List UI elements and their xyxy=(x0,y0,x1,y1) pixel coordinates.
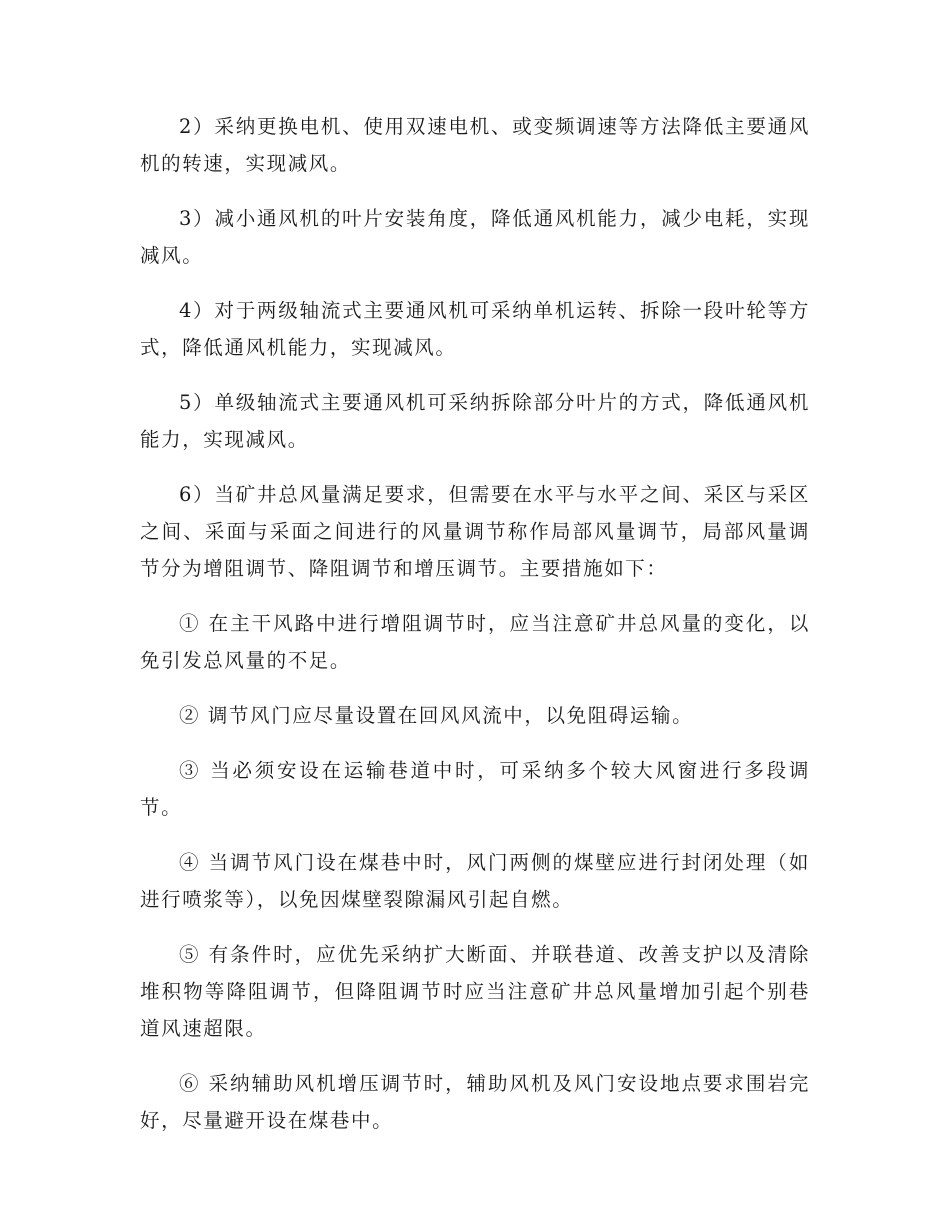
measure-item-2: ② 调节风门应尽量设置在回风风流中，以免阻碍运输。 xyxy=(179,704,694,727)
paragraph-4: 4）对于两级轴流式主要通风机可采纳单机运转、拆除一段叶轮等方式，降低通风机能力，实现减风。 xyxy=(140,299,810,359)
measure-item-5: ⑤ 有条件时，应优先采纳扩大断面、并联巷道、改善支护以及清除堆积物等降阻调节，但降阻调节时应当注意矿井总风量增加引起个别巷道风速超限。 xyxy=(140,943,810,1040)
measure-item-3: ③ 当必须安设在运输巷道中时，可采纳多个较大风窗进行多段调节。 xyxy=(140,759,810,819)
paragraph-3: 3）减小通风机的叶片安装角度，降低通风机能力，减少电耗，实现减风。 xyxy=(140,207,810,267)
measure-item-1: ① 在主干风路中进行增阻调节时，应当注意矿井总风量的变化，以免引发总风量的不足。 xyxy=(140,612,810,672)
paragraph-5: 5）单级轴流式主要通风机可采纳拆除部分叶片的方式，降低通风机能力，实现减风。 xyxy=(140,391,810,451)
paragraph-2: 2）采纳更换电机、使用双速电机、或变频调速等方法降低主要通风机的转速，实现减风。 xyxy=(140,115,810,175)
measure-item-4: ④ 当调节风门设在煤巷中时，风门两侧的煤壁应进行封闭处理（如进行喷浆等），以免因煤壁裂隙漏风引起自燃。 xyxy=(140,851,810,911)
document-body xyxy=(140,108,810,1157)
paragraph-6: 6）当矿井总风量满足要求，但需要在水平与水平之间、采区与采区之间、采面与采面之间进行的风量调节称作局部风量调节，局部风量调节分为增阻调节、降阻调节和增压调节。主要措施如下： xyxy=(140,483,810,580)
measure-item-6: ⑥ 采纳辅助风机增压调节时，辅助风机及风门安设地点要求围岩完好，尽量避开设在煤巷中。 xyxy=(140,1072,810,1132)
